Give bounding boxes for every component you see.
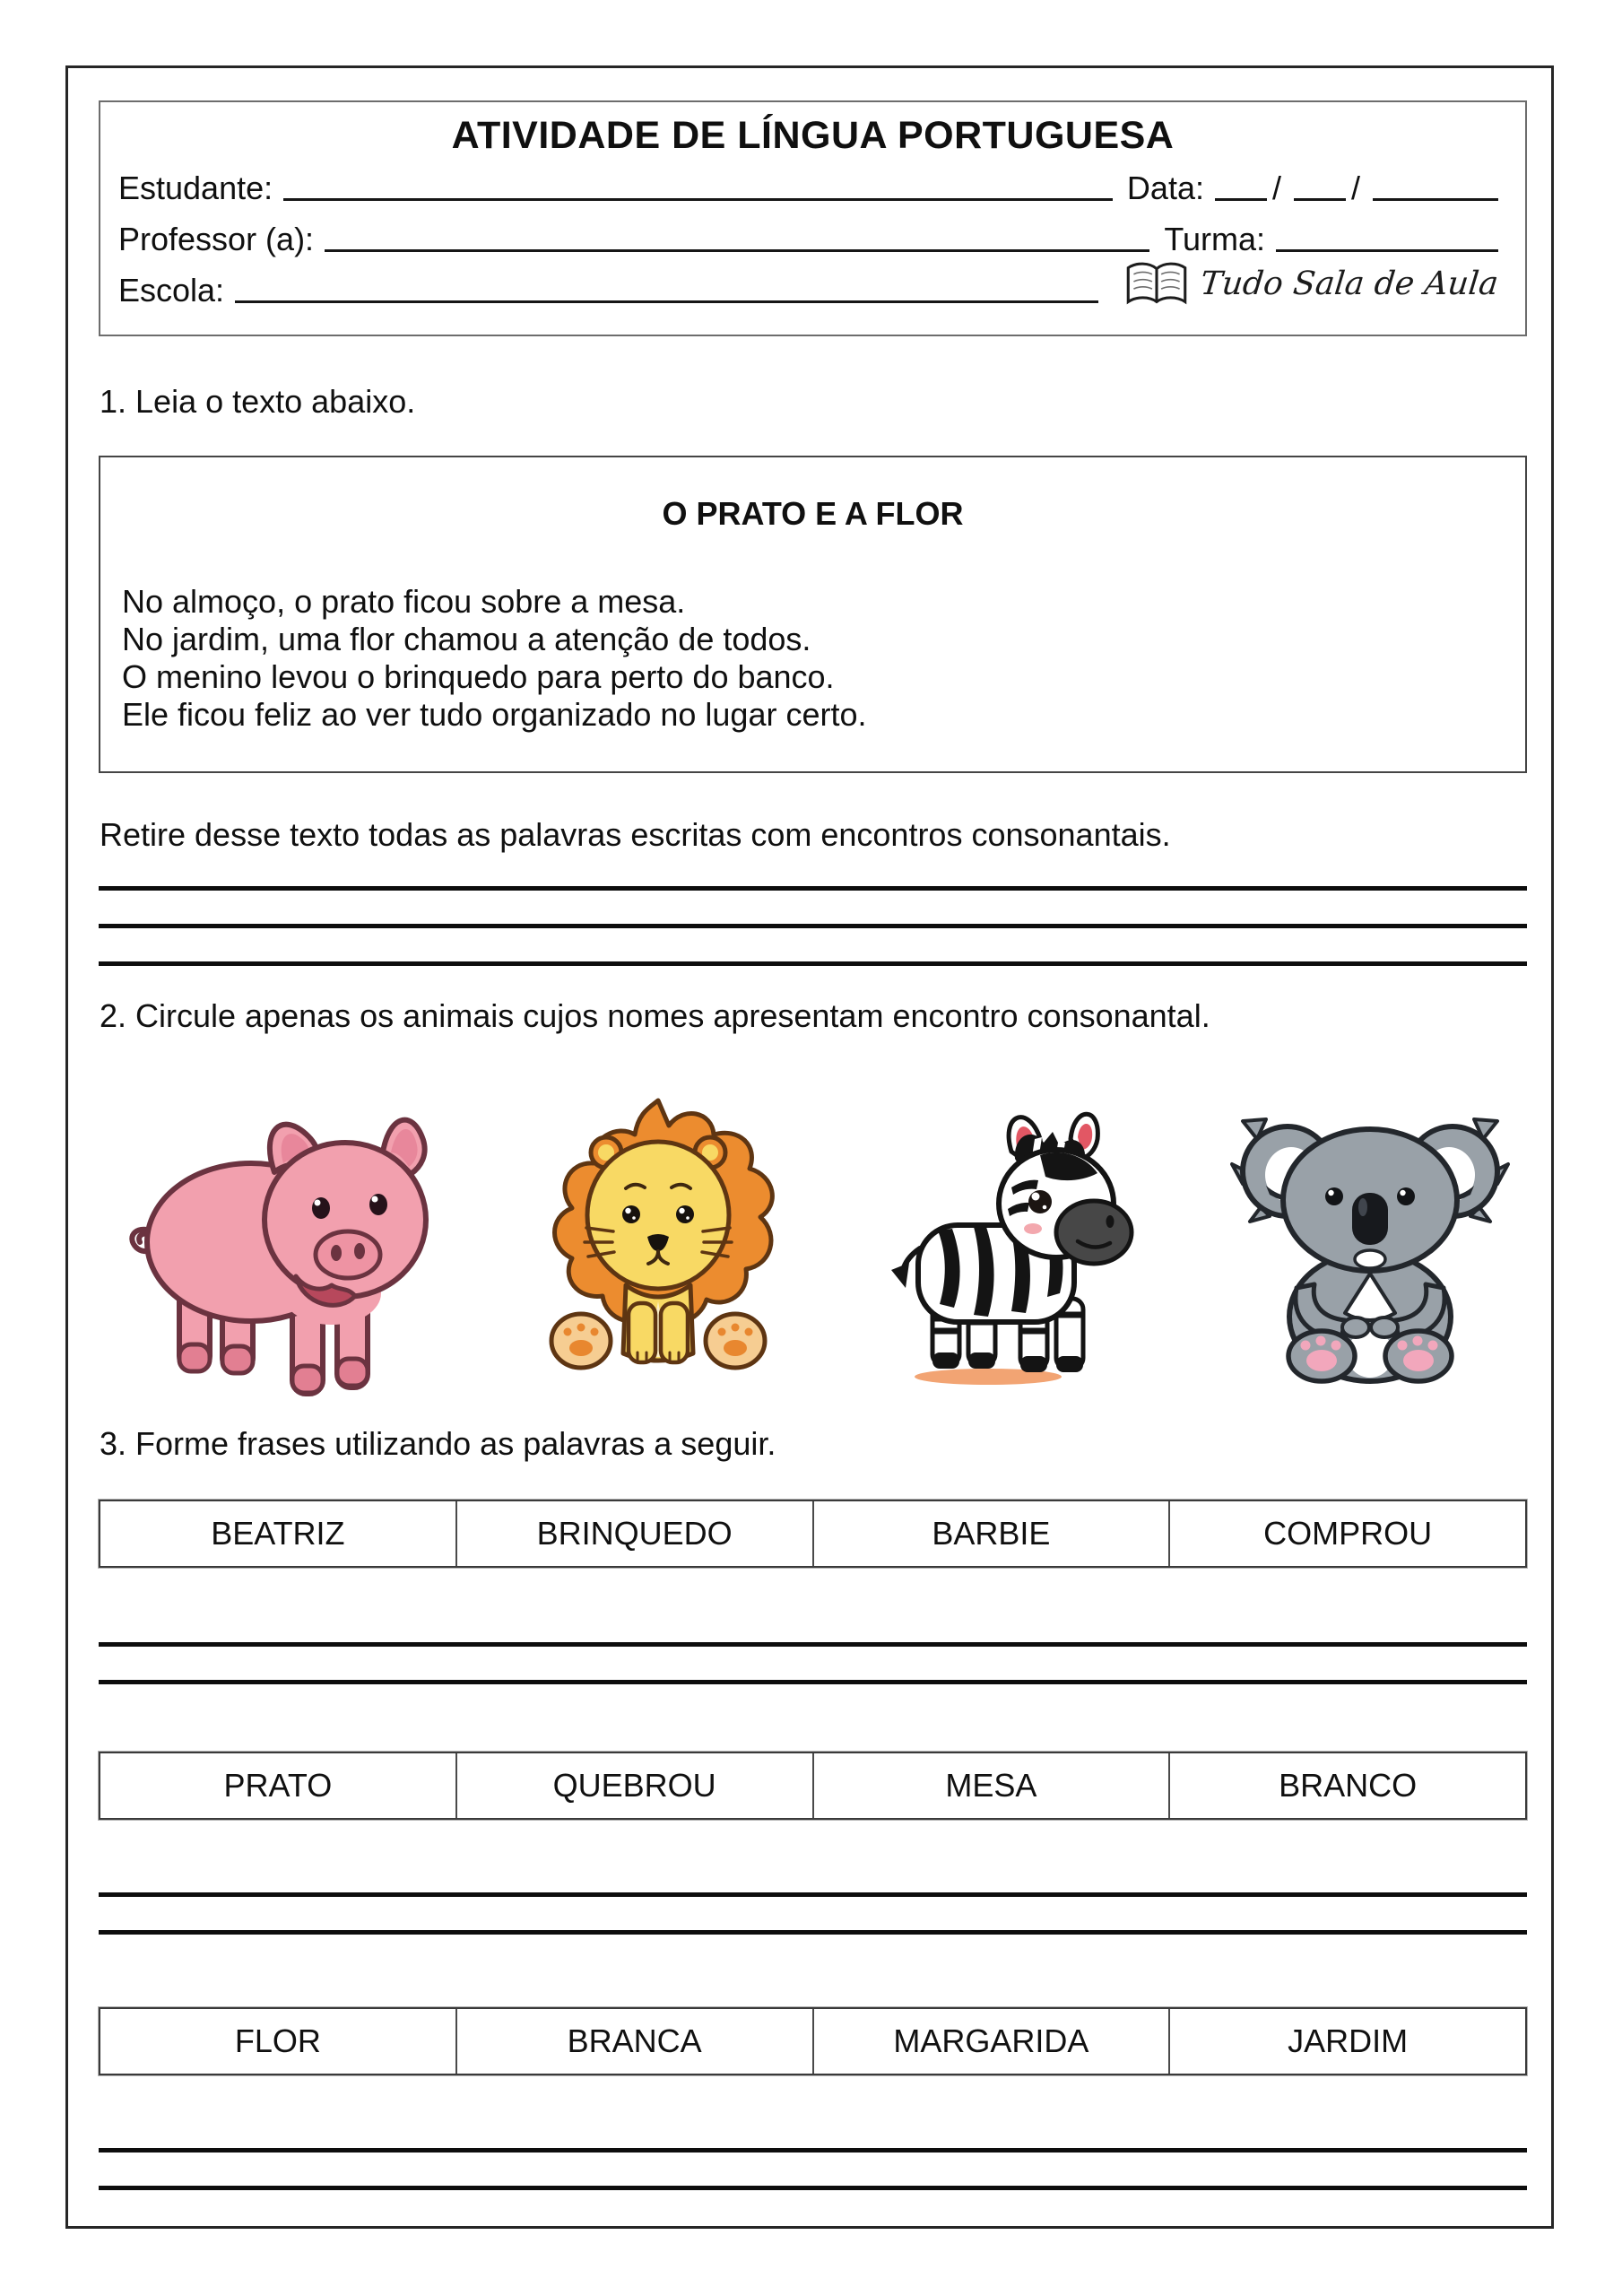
word-cell: FLOR <box>100 2009 457 2074</box>
word-cell: QUEBROU <box>457 1753 814 1818</box>
reading-title: O PRATO E A FLOR <box>662 495 964 532</box>
date-month-blank <box>1294 191 1346 201</box>
header-box <box>99 100 1527 336</box>
word-cell: COMPROU <box>1263 1515 1433 1552</box>
answer-line <box>99 2148 1527 2152</box>
answer-line <box>99 886 1527 891</box>
word-table-1 <box>99 1500 1527 1568</box>
word-cell: BRANCO <box>1279 1767 1418 1804</box>
reading-line: Ele ficou feliz ao ver tudo organizado no lugar certo. <box>122 696 867 733</box>
koala-image[interactable] <box>1230 1089 1510 1394</box>
date-slash: / <box>1271 170 1281 206</box>
word-cell: BRANCA <box>457 2009 814 2074</box>
answer-line <box>99 1930 1527 1935</box>
reading-box <box>99 456 1527 773</box>
reading-line: No jardim, uma flor chamou a atenção de todos. <box>122 621 811 657</box>
student-label: Estudante: <box>118 170 273 206</box>
date-slash: / <box>1350 170 1360 206</box>
school-row <box>100 260 1525 311</box>
word-table-2 <box>99 1752 1527 1820</box>
teacher-row <box>100 209 1525 260</box>
student-row <box>100 158 1525 209</box>
word-cell: BEATRIZ <box>100 1501 457 1566</box>
answer-line <box>99 924 1527 928</box>
open-book-icon <box>1118 257 1195 309</box>
answer-line <box>99 1892 1527 1897</box>
teacher-blank-line <box>325 242 1149 252</box>
answer-line <box>99 961 1527 966</box>
answer-line <box>99 1642 1527 1647</box>
student-blank-line <box>283 191 1113 201</box>
reading-line: O menino levou o brinquedo para perto do banco. <box>122 658 835 695</box>
brand-logo <box>1118 257 1501 309</box>
word-cell: MESA <box>814 1753 1171 1818</box>
school-label: Escola: <box>118 272 225 309</box>
teacher-label: Professor (a): <box>118 221 315 257</box>
answer-line <box>99 2186 1527 2190</box>
word-cell: PRATO <box>100 1753 457 1818</box>
zebra-image[interactable] <box>880 1096 1149 1392</box>
date-label: Data: <box>1126 170 1204 206</box>
date-day-blank <box>1215 191 1267 201</box>
worksheet-title: ATIVIDADE DE LÍNGUA PORTUGUESA <box>451 114 1175 157</box>
class-blank-line <box>1276 242 1498 252</box>
date-year-blank <box>1373 191 1498 201</box>
school-blank-line <box>235 293 1098 303</box>
brand-logo-text: Tudo Sala de Aula <box>1198 265 1501 302</box>
question-2: 2. Circule apenas os animais cujos nomes apresentam encontro consonantal. <box>100 997 1210 1034</box>
word-cell: JARDIM <box>1288 2022 1409 2059</box>
word-cell: BARBIE <box>814 1501 1171 1566</box>
lion-image[interactable] <box>536 1091 780 1388</box>
question-1-instruction: Retire desse texto todas as palavras escritas com encontros consonantais. <box>100 816 1171 853</box>
word-cell: BRINQUEDO <box>457 1501 814 1566</box>
animal-row <box>99 1076 1527 1408</box>
word-cell: MARGARIDA <box>814 2009 1171 2074</box>
pig-image[interactable] <box>117 1100 439 1397</box>
reading-line: No almoço, o prato ficou sobre a mesa. <box>122 583 686 620</box>
answer-line <box>99 1680 1527 1684</box>
question-1: 1. Leia o texto abaixo. <box>100 383 416 420</box>
word-table-3 <box>99 2007 1527 2075</box>
class-label: Turma: <box>1164 221 1265 257</box>
question-3: 3. Forme frases utilizando as palavras a seguir. <box>100 1425 776 1462</box>
reading-text <box>122 583 1525 734</box>
